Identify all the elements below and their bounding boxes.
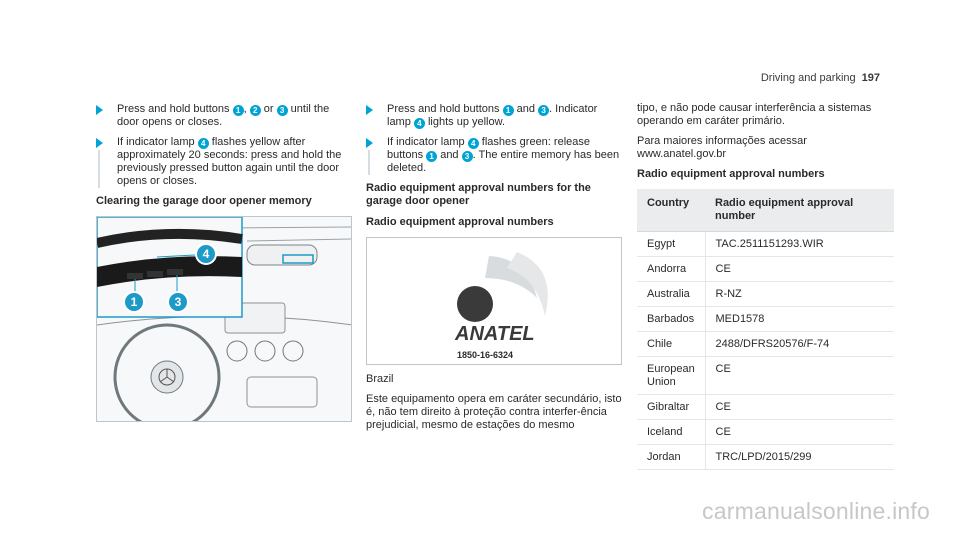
svg-text:ANATEL: ANATEL [455, 323, 535, 345]
table-heading: Radio equipment approval numbers [637, 168, 825, 180]
step-bar [368, 150, 370, 175]
button-number-badge: 1 [233, 105, 244, 116]
anatel-logo-box [366, 237, 622, 365]
step-arrow-icon [366, 138, 373, 148]
instruction-step: If indicator lamp 4 flashes green: release buttons 1 and 3 . The entire memory has been deleted. [366, 136, 622, 175]
lamp-number-badge: 4 [468, 138, 479, 149]
button-number-badge: 1 [503, 105, 514, 116]
column-2 [366, 103, 622, 439]
table-row: Barbados MED1578 [637, 307, 894, 332]
column-1 [96, 103, 352, 422]
table-row: Egypt TAC.2511151293.WIR [637, 232, 894, 257]
callout-1: 1 [123, 291, 145, 313]
column-3 [637, 102, 895, 470]
table-row: Jordan TRC/LPD/2015/299 [637, 445, 894, 470]
notice-continuation: tipo, e não pode causar interferência a sistemas operando em caráter primário. [637, 102, 872, 127]
column-header-country: Country [637, 189, 705, 232]
callout-4: 4 [195, 243, 217, 265]
approval-numbers-table [637, 189, 894, 470]
site-watermark[interactable]: carmanualsonline.info [702, 498, 930, 524]
column-header-approval: Radio equipment approval number [705, 189, 894, 232]
svg-text:1850-16-6324: 1850-16-6324 [457, 350, 514, 360]
table-row: Andorra CE [637, 257, 894, 282]
step-arrow-icon [366, 105, 373, 115]
callout-3: 3 [167, 291, 189, 313]
subheading: Radio equipment approval numbers [366, 216, 554, 228]
step-arrow-icon [96, 105, 103, 115]
table-row: Chile 2488/DFRS20576/F-74 [637, 332, 894, 357]
section-title: Driving and parking [760, 72, 856, 84]
car-interior-drawing [97, 217, 352, 422]
section-heading: Clearing the garage door opener memory [96, 195, 312, 207]
button-number-badge: 2 [250, 105, 261, 116]
button-number-badge: 3 [538, 105, 549, 116]
button-number-badge: 3 [462, 151, 473, 162]
instruction-step: Press and hold buttons 1 and 3 . Indicator lamp 4 lights up yellow. [366, 103, 622, 129]
figure-caption: Brazil [366, 373, 394, 385]
step-bar [98, 150, 100, 188]
table-row: Iceland CE [637, 420, 894, 445]
page-header [761, 72, 880, 85]
brazil-notice-text: Este equipamento opera em caráter secundário, isto é, não tem direito à proteção contra interfer-ência prejudicial, mesmo de estações do mesmo [366, 393, 622, 431]
step-arrow-icon [96, 138, 103, 148]
instruction-step: Press and hold buttons 1 , 2 or 3 until the door opens or closes. [96, 103, 352, 129]
page-number: 197 [861, 72, 880, 84]
lamp-number-badge: 4 [414, 118, 425, 129]
table-row: Australia R-NZ [637, 282, 894, 307]
lamp-number-badge: 4 [198, 138, 209, 149]
table-header-row [637, 189, 894, 232]
more-info-text: Para maiores informações acessar www.anatel.gov.br [637, 135, 807, 160]
button-number-badge: 1 [426, 151, 437, 162]
section-heading: Radio equipment approval numbers for the garage door opener [366, 182, 591, 207]
table-row: European Union CE [637, 357, 894, 395]
instruction-step: If indicator lamp 4 flashes yellow after approximately 20 seconds: press and hold the previously pressed button again until the door opens or closes. [96, 136, 352, 188]
table-row: Gibraltar CE [637, 395, 894, 420]
garage-opener-illustration [96, 216, 352, 422]
anatel-logo-icon [367, 238, 623, 366]
button-number-badge: 3 [277, 105, 288, 116]
